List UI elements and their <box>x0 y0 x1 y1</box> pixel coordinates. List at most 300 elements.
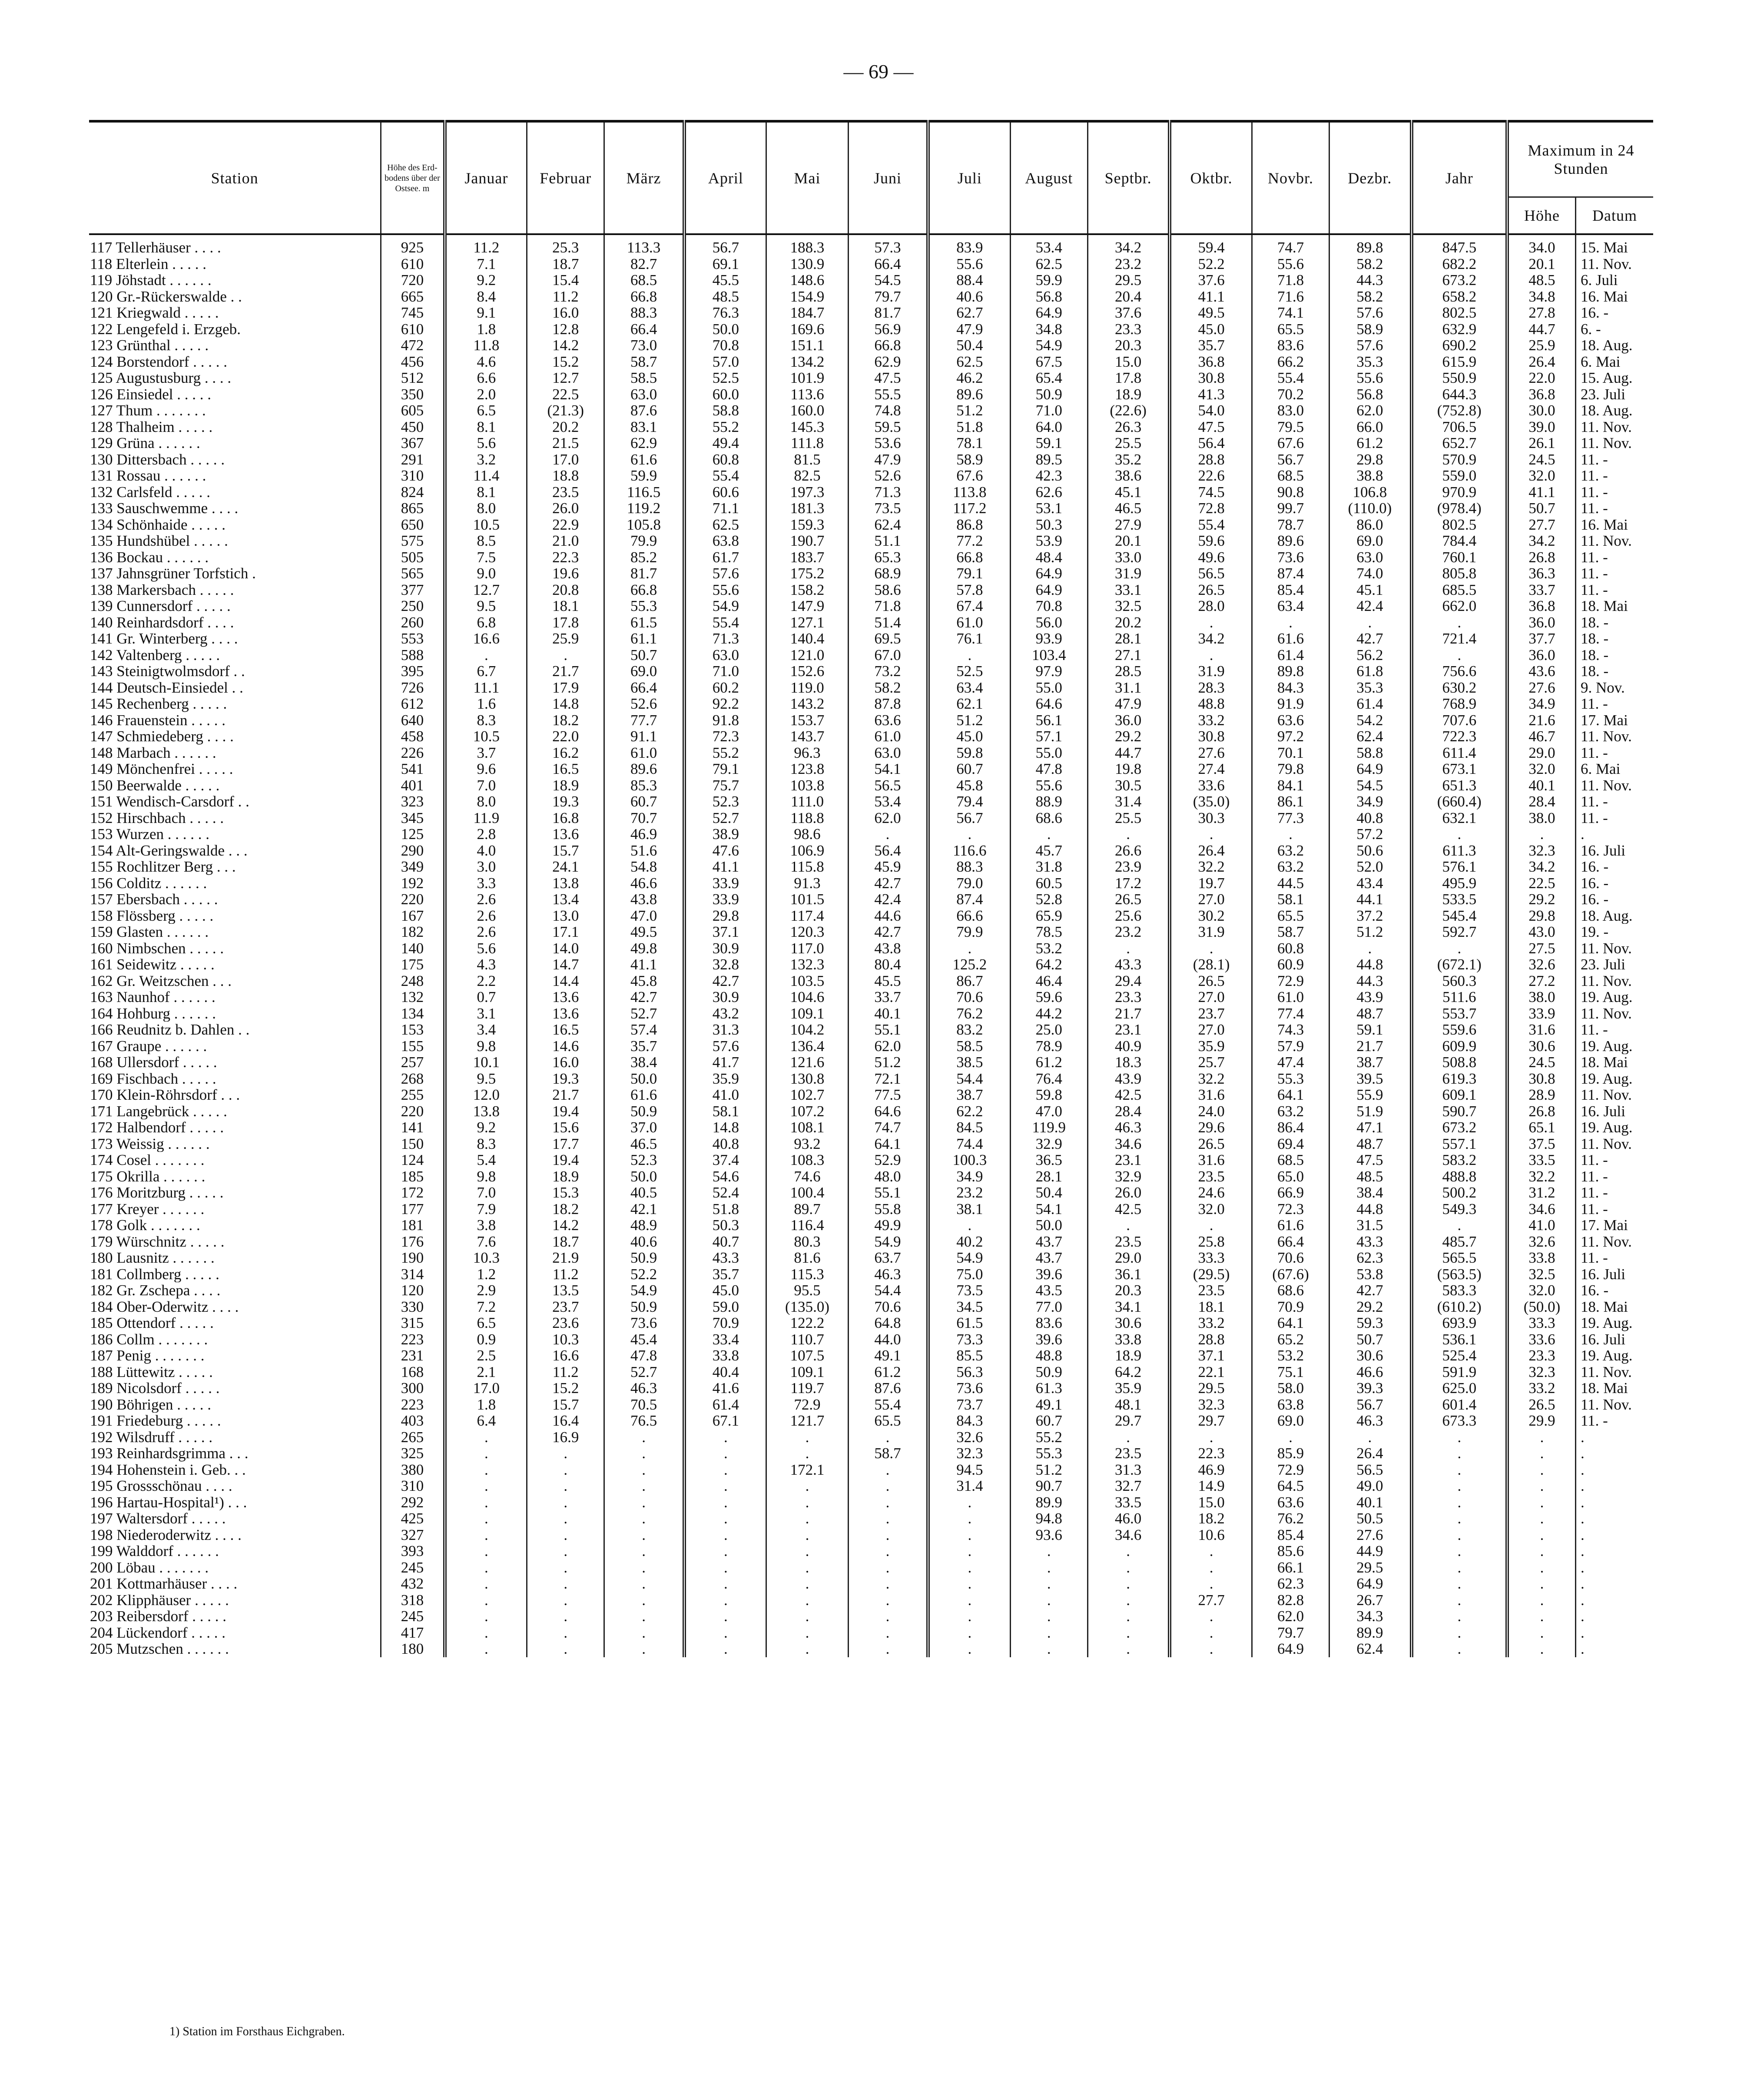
table-cell: . <box>445 1445 527 1462</box>
table-cell: 9. Nov. <box>1575 680 1653 696</box>
table-cell: 50.0 <box>604 1071 684 1087</box>
table-cell: 48.8 <box>1170 696 1252 712</box>
table-cell: 38.5 <box>928 1054 1010 1071</box>
table-cell: 65.5 <box>1252 321 1329 338</box>
table-cell: 11. - <box>1575 582 1653 598</box>
table-cell: 318 <box>381 1592 445 1609</box>
table-cell: 456 <box>381 354 445 370</box>
table-cell: 59.4 <box>1170 234 1252 256</box>
table-cell: 46.9 <box>604 826 684 843</box>
table-cell: 87.4 <box>928 891 1010 908</box>
table-cell: 125.2 <box>928 956 1010 973</box>
table-cell: 257 <box>381 1054 445 1071</box>
table-cell: . <box>1575 1559 1653 1576</box>
table-cell: 16. - <box>1575 305 1653 321</box>
table-cell: 59.5 <box>848 419 928 435</box>
table-cell: 49.1 <box>1010 1397 1087 1413</box>
table-cell: 28.3 <box>1170 680 1252 696</box>
table-cell: 11.2 <box>445 234 527 256</box>
table-cell: 76.4 <box>1010 1071 1087 1087</box>
table-cell: 51.2 <box>928 402 1010 419</box>
table-cell: 48.4 <box>1010 549 1087 566</box>
table-cell: 50.9 <box>604 1250 684 1266</box>
station-name: 184 Ober-Oderwitz . . . . <box>90 1298 239 1315</box>
table-cell: 63.7 <box>848 1250 928 1266</box>
table-cell: 35.9 <box>1170 1038 1252 1055</box>
table-cell: . <box>684 1462 766 1478</box>
table-cell: 33.3 <box>1170 1250 1252 1266</box>
table-cell: . <box>1170 1641 1252 1657</box>
table-cell: 9.5 <box>445 1071 527 1087</box>
table-cell: 18.3 <box>1087 1054 1170 1071</box>
table-cell: 29.8 <box>1507 908 1575 924</box>
table-cell: 72.3 <box>684 728 766 745</box>
table-cell: 51.1 <box>848 533 928 549</box>
table-cell: 124 <box>381 1152 445 1168</box>
table-cell: 93.6 <box>1010 1527 1087 1543</box>
table-cell: 29.7 <box>1087 1413 1170 1429</box>
table-cell: 511.6 <box>1412 989 1507 1005</box>
table-cell: 148.6 <box>766 272 849 289</box>
table-cell: 11. - <box>1575 1413 1653 1429</box>
table-cell: . <box>1252 614 1329 631</box>
table-cell: 40.8 <box>1329 810 1412 826</box>
table-cell: 48.5 <box>1329 1168 1412 1185</box>
table-row <box>89 533 1653 549</box>
table-cell: 85.6 <box>1252 1543 1329 1559</box>
table-cell: 6.5 <box>445 402 527 419</box>
table-cell: 109.1 <box>766 1005 849 1022</box>
table-cell: 28.8 <box>1170 1331 1252 1348</box>
table-cell: 2.1 <box>445 1364 527 1380</box>
table-cell: . <box>928 1592 1010 1609</box>
table-cell: 31.8 <box>1010 859 1087 875</box>
table-cell: 62.4 <box>1329 728 1412 745</box>
table-cell: . <box>445 1641 527 1657</box>
table-cell: 64.9 <box>1252 1641 1329 1657</box>
table-cell: . <box>445 1608 527 1625</box>
table-cell: 71.3 <box>684 630 766 647</box>
table-cell: 611.3 <box>1412 843 1507 859</box>
station-name: 193 Reinhardsgrimma . . . <box>90 1445 249 1462</box>
table-cell: 550.9 <box>1412 370 1507 386</box>
table-cell: 28.5 <box>1087 663 1170 680</box>
table-cell: 88.3 <box>928 859 1010 875</box>
table-cell: 58.5 <box>604 370 684 386</box>
station-name: 195 Grossschönau . . . . <box>90 1478 232 1494</box>
station-name: 197 Waltersdorf . . . . . <box>90 1510 226 1527</box>
table-cell: 50.9 <box>1010 386 1087 403</box>
table-cell: 23.3 <box>1507 1347 1575 1364</box>
station-name: 202 Klipphäuser . . . . . <box>90 1592 229 1608</box>
table-cell: 56.1 <box>1010 712 1087 729</box>
table-cell: 11. - <box>1575 1022 1653 1038</box>
table-cell: 46.4 <box>1010 973 1087 989</box>
table-cell: 85.9 <box>1252 1445 1329 1462</box>
table-cell: 22.5 <box>527 386 604 403</box>
station-name: 205 Mutzschen . . . . . . <box>90 1641 229 1657</box>
table-cell: 32.0 <box>1507 761 1575 777</box>
table-cell: 73.5 <box>848 500 928 517</box>
table-cell: 109.1 <box>766 1364 849 1380</box>
table-cell: 51.2 <box>1329 924 1412 940</box>
table-cell: 48.0 <box>848 1168 928 1185</box>
table-cell: 824 <box>381 484 445 501</box>
table-cell: 84.5 <box>928 1119 1010 1136</box>
table-row <box>89 1331 1653 1348</box>
table-cell: . <box>928 647 1010 664</box>
table-row <box>89 891 1653 908</box>
table-cell: 560.3 <box>1412 973 1507 989</box>
table-cell: 44.7 <box>1507 321 1575 338</box>
table-cell: . <box>1087 1217 1170 1234</box>
table-cell: . <box>766 1510 849 1527</box>
table-cell: 32.5 <box>1087 598 1170 614</box>
table-cell: . <box>1087 1608 1170 1625</box>
table-cell: . <box>1507 826 1575 843</box>
table-cell: 100.4 <box>766 1184 849 1201</box>
table-cell: . <box>604 1543 684 1559</box>
table-cell: 70.8 <box>684 337 766 354</box>
table-cell: 64.1 <box>848 1136 928 1152</box>
table-cell: 92.2 <box>684 696 766 712</box>
table-cell: 62.0 <box>1329 402 1412 419</box>
table-cell: 46.5 <box>604 1136 684 1152</box>
table-cell: 15.3 <box>527 1184 604 1201</box>
table-cell: 25.5 <box>1087 435 1170 451</box>
table-cell: 34.2 <box>1507 859 1575 875</box>
table-cell: 69.0 <box>1252 1413 1329 1429</box>
table-cell: (978.4) <box>1412 500 1507 517</box>
table-cell: . <box>1507 1510 1575 1527</box>
table-row <box>89 875 1653 892</box>
table-cell: 5.6 <box>445 940 527 957</box>
table-row <box>89 1119 1653 1136</box>
table-row <box>89 843 1653 859</box>
table-cell: 172.1 <box>766 1462 849 1478</box>
table-cell: 23.5 <box>1170 1168 1252 1185</box>
table-cell: 25.0 <box>1010 1022 1087 1038</box>
table-cell: 30.0 <box>1507 402 1575 419</box>
table-cell: 45.1 <box>1087 484 1170 501</box>
table-cell: 60.5 <box>1010 875 1087 892</box>
table-cell: 31.4 <box>928 1478 1010 1494</box>
table-cell: 62.5 <box>1010 256 1087 272</box>
table-cell: 57.9 <box>1252 1038 1329 1055</box>
table-cell: 53.6 <box>848 435 928 451</box>
table-cell: 57.8 <box>928 582 1010 598</box>
table-row <box>89 663 1653 680</box>
table-cell: . <box>928 826 1010 843</box>
table-cell: 54.2 <box>1329 712 1412 729</box>
table-cell: 23.5 <box>1170 1282 1252 1299</box>
table-cell: 34.9 <box>928 1168 1010 1185</box>
table-cell: 130.9 <box>766 256 849 272</box>
table-cell: 36.8 <box>1170 354 1252 370</box>
table-cell: 35.3 <box>1329 354 1412 370</box>
station-name: 155 Rochlitzer Berg . . . <box>90 859 236 875</box>
table-row <box>89 1413 1653 1429</box>
table-cell: . <box>1507 1543 1575 1559</box>
table-cell: 13.5 <box>527 1282 604 1299</box>
table-cell: . <box>766 1445 849 1462</box>
table-cell: 11. - <box>1575 1250 1653 1266</box>
station-name: 198 Niederoderwitz . . . . <box>90 1526 242 1543</box>
table-cell: . <box>445 1510 527 1527</box>
table-cell: 27.1 <box>1087 647 1170 664</box>
table-cell: 55.6 <box>928 256 1010 272</box>
station-name: 156 Colditz . . . . . . <box>90 875 207 891</box>
table-cell: 25.5 <box>1087 810 1170 826</box>
table-cell: 104.2 <box>766 1022 849 1038</box>
table-cell: 4.3 <box>445 956 527 973</box>
table-cell: . <box>928 1543 1010 1559</box>
table-cell: 47.5 <box>1170 419 1252 435</box>
table-cell: 26.5 <box>1507 1397 1575 1413</box>
table-cell: 29.5 <box>1087 272 1170 289</box>
table-cell: . <box>928 1217 1010 1234</box>
header-month: Septbr. <box>1087 121 1170 234</box>
table-cell: 91.8 <box>684 712 766 729</box>
table-cell: 17. Mai <box>1575 712 1653 729</box>
table-cell: 20.1 <box>1087 533 1170 549</box>
table-cell: 11. - <box>1575 810 1653 826</box>
table-cell: 56.3 <box>928 1364 1010 1380</box>
table-cell: 152.6 <box>766 663 849 680</box>
table-cell: 61.0 <box>1252 989 1329 1005</box>
table-cell: 32.7 <box>1087 1478 1170 1494</box>
table-cell: 18.8 <box>527 468 604 484</box>
table-cell: 11. Nov. <box>1575 1234 1653 1250</box>
table-row <box>89 1625 1653 1641</box>
table-cell: 9.6 <box>445 761 527 777</box>
table-cell: 32.6 <box>1507 1234 1575 1250</box>
table-cell: . <box>1412 1576 1507 1592</box>
table-cell: 11.4 <box>445 468 527 484</box>
table-cell: . <box>1575 1592 1653 1609</box>
table-cell: 69.1 <box>684 256 766 272</box>
table-cell: 62.7 <box>928 305 1010 321</box>
table-cell: 40.6 <box>928 289 1010 305</box>
table-cell: 11.2 <box>527 1266 604 1283</box>
table-cell: 34.9 <box>1329 793 1412 810</box>
table-cell: . <box>684 1625 766 1641</box>
table-cell: 175.2 <box>766 565 849 582</box>
station-name: 122 Lengefeld i. Erzgeb. <box>90 321 241 337</box>
table-cell: 56.5 <box>848 777 928 794</box>
table-cell: 52.0 <box>1329 859 1412 875</box>
table-cell: 59.9 <box>1010 272 1087 289</box>
table-cell: 36.0 <box>1087 712 1170 729</box>
station-name: 138 Markersbach . . . . . <box>90 581 234 598</box>
table-cell: . <box>928 1608 1010 1625</box>
table-cell: 61.6 <box>604 451 684 468</box>
table-cell: 121.7 <box>766 1413 849 1429</box>
table-cell: 14.2 <box>527 1217 604 1234</box>
table-cell: 42.5 <box>1087 1087 1170 1103</box>
table-cell: 588 <box>381 647 445 664</box>
table-cell: 111.0 <box>766 793 849 810</box>
header-max-hoehe: Höhe <box>1507 197 1575 235</box>
table-cell: 61.4 <box>1252 647 1329 664</box>
table-cell: . <box>1412 1641 1507 1657</box>
station-name: 176 Moritzburg . . . . . <box>90 1184 224 1201</box>
table-cell: 693.9 <box>1412 1315 1507 1331</box>
table-cell: 83.9 <box>928 234 1010 256</box>
table-cell: 36.0 <box>1507 647 1575 664</box>
table-cell: 37.5 <box>1507 1136 1575 1152</box>
header-month: Januar <box>445 121 527 234</box>
table-cell: 66.0 <box>1329 419 1412 435</box>
table-cell: 70.7 <box>604 810 684 826</box>
table-cell: 11. Nov. <box>1575 1364 1653 1380</box>
table-cell: 33.7 <box>848 989 928 1005</box>
table-cell: 64.9 <box>1010 582 1087 598</box>
table-cell: 57.4 <box>604 1022 684 1038</box>
table-cell: 38.6 <box>1087 468 1170 484</box>
table-cell: 185 <box>381 1168 445 1185</box>
table-cell: 575 <box>381 533 445 549</box>
table-cell: 80.3 <box>766 1234 849 1250</box>
table-cell: 89.8 <box>1329 234 1412 256</box>
table-cell: 43.7 <box>1010 1234 1087 1250</box>
table-cell: 107.2 <box>766 1103 849 1120</box>
table-cell: 40.8 <box>684 1136 766 1152</box>
table-cell: 54.4 <box>848 1282 928 1299</box>
table-cell: 61.3 <box>1010 1380 1087 1397</box>
table-cell: 48.5 <box>684 289 766 305</box>
table-cell: 15.2 <box>527 1380 604 1397</box>
table-cell: 7.1 <box>445 256 527 272</box>
table-cell: 59.0 <box>684 1299 766 1315</box>
table-cell: 119.9 <box>1010 1119 1087 1136</box>
table-cell: . <box>1010 1559 1087 1576</box>
table-cell: 117.2 <box>928 500 1010 517</box>
table-cell: 73.6 <box>928 1380 1010 1397</box>
station-name: 117 Tellerhäuser . . . . <box>90 239 221 256</box>
table-cell: . <box>1087 1641 1170 1657</box>
table-cell: 66.8 <box>848 337 928 354</box>
table-cell: 56.7 <box>928 810 1010 826</box>
station-name: 190 Böhrigen . . . . . <box>90 1396 212 1413</box>
table-cell: 250 <box>381 598 445 614</box>
table-cell: 7.2 <box>445 1299 527 1315</box>
table-row <box>89 1152 1653 1168</box>
table-cell: (22.6) <box>1087 402 1170 419</box>
station-name: 161 Seidewitz . . . . . <box>90 956 215 973</box>
table-cell: . <box>1170 1608 1252 1625</box>
table-cell: . <box>527 1543 604 1559</box>
station-name: 123 Grünthal . . . . . <box>90 337 209 354</box>
table-cell: . <box>766 1608 849 1625</box>
table-cell: 665 <box>381 289 445 305</box>
station-name: 139 Cunnersdorf . . . . . <box>90 598 231 614</box>
table-cell: 31.5 <box>1329 1217 1412 1234</box>
table-cell: 11. - <box>1575 1201 1653 1218</box>
table-cell: 55.2 <box>1010 1429 1087 1446</box>
table-cell: 18. Aug. <box>1575 908 1653 924</box>
table-cell: 8.0 <box>445 500 527 517</box>
station-name: 177 Kreyer . . . . . . <box>90 1201 205 1217</box>
table-cell: 630.2 <box>1412 680 1507 696</box>
station-name: 128 Thalheim . . . . . <box>90 418 213 435</box>
table-cell: 610 <box>381 256 445 272</box>
station-name: 158 Flössberg . . . . . <box>90 907 214 924</box>
table-cell: 55.4 <box>1170 517 1252 533</box>
table-cell: 64.9 <box>1010 565 1087 582</box>
table-cell: 41.1 <box>604 956 684 973</box>
table-cell: 18.2 <box>527 1201 604 1218</box>
table-cell: 565 <box>381 565 445 582</box>
table-cell: 314 <box>381 1266 445 1283</box>
table-cell: 65.4 <box>1010 370 1087 386</box>
table-cell: (563.5) <box>1412 1266 1507 1283</box>
table-cell: 760.1 <box>1412 549 1507 566</box>
table-cell: . <box>1087 1592 1170 1609</box>
table-cell: 70.9 <box>1252 1299 1329 1315</box>
table-cell: 44.6 <box>848 908 928 924</box>
table-cell: 57.1 <box>1010 728 1087 745</box>
table-cell: 55.9 <box>1329 1087 1412 1103</box>
table-cell: 60.9 <box>1252 956 1329 973</box>
table-cell: 26.1 <box>1507 435 1575 451</box>
table-cell: 18. Aug. <box>1575 337 1653 354</box>
table-cell: 31.9 <box>1170 663 1252 680</box>
table-cell: . <box>848 1527 928 1543</box>
table-cell: 16. Juli <box>1575 1266 1653 1283</box>
table-cell: . <box>1575 1445 1653 1462</box>
table-cell: . <box>1412 940 1507 957</box>
table-cell: 53.8 <box>1329 1266 1412 1283</box>
table-cell: 25.9 <box>1507 337 1575 354</box>
table-cell: 726 <box>381 680 445 696</box>
table-cell: 47.6 <box>684 843 766 859</box>
table-cell: 48.7 <box>1329 1005 1412 1022</box>
table-cell: . <box>527 1478 604 1494</box>
table-cell: 32.0 <box>1507 1282 1575 1299</box>
table-cell: . <box>1329 940 1412 957</box>
table-cell: 33.9 <box>1507 1005 1575 1022</box>
table-cell: 557.1 <box>1412 1136 1507 1152</box>
table-cell: 40.4 <box>684 1364 766 1380</box>
table-cell: 55.1 <box>848 1184 928 1201</box>
table-cell: 458 <box>381 728 445 745</box>
table-row <box>89 549 1653 566</box>
table-cell: 55.4 <box>848 1397 928 1413</box>
table-cell: 58.2 <box>1329 289 1412 305</box>
table-cell: 29.2 <box>1507 891 1575 908</box>
table-cell: 51.6 <box>604 843 684 859</box>
table-cell: . <box>1412 1494 1507 1511</box>
table-cell: 12.7 <box>527 370 604 386</box>
table-row <box>89 989 1653 1005</box>
table-cell: 68.5 <box>604 272 684 289</box>
table-cell: 50.0 <box>1010 1217 1087 1234</box>
table-cell: . <box>527 1608 604 1625</box>
table-cell: 121.0 <box>766 647 849 664</box>
table-cell: 80.4 <box>848 956 928 973</box>
table-cell: 292 <box>381 1494 445 1511</box>
table-cell: 74.6 <box>766 1168 849 1185</box>
table-cell: 34.3 <box>1329 1608 1412 1625</box>
table-cell: 650 <box>381 517 445 533</box>
table-cell: 118.8 <box>766 810 849 826</box>
table-cell: . <box>1412 1608 1507 1625</box>
table-cell: 113.3 <box>604 234 684 256</box>
table-cell: 38.9 <box>684 826 766 843</box>
table-cell: 18. Mai <box>1575 598 1653 614</box>
table-cell: 625.0 <box>1412 1380 1507 1397</box>
